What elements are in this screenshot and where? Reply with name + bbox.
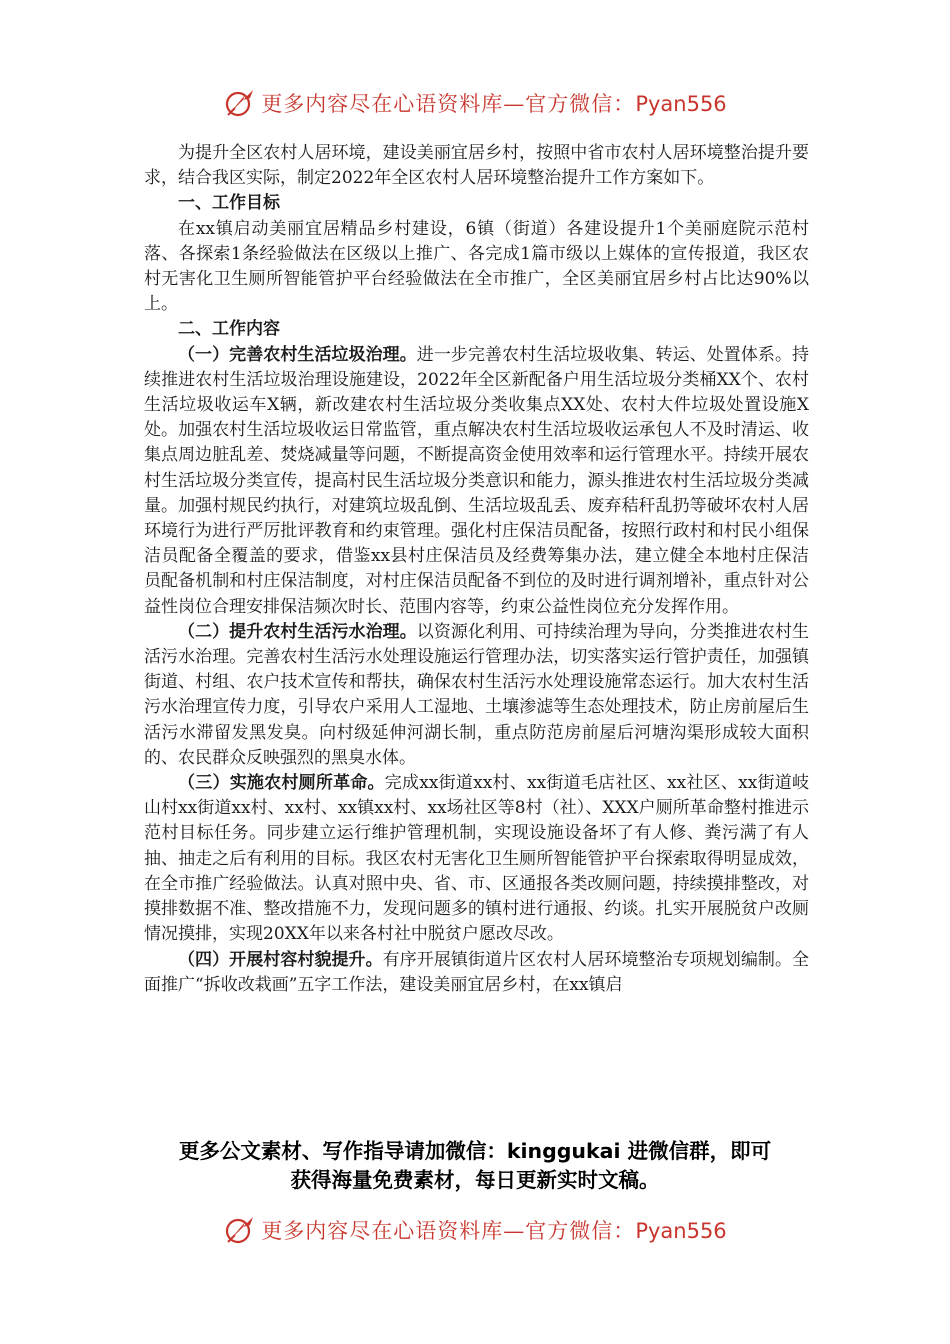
goals-paragraph: 在xx镇启动美丽宜居精品乡村建设，6镇（街道）各建设提升1个美丽庭院示范村落、各探索1条经验做法在区级以上推广、各完成1篇市级以上媒体的宣传报道，我区农村无害化卫生厕所智能管护平台经验做法在全市推广，全区美丽宜居乡村占比达90%以上。 [144,218,809,315]
promo-line-1: 更多公文素材、写作指导请加微信：kinggukai 进微信群，即可 [178,1139,772,1163]
header-banner [0,83,950,123]
work-item-title: （三）实施农村厕所革命。 [178,773,385,794]
promo-line-2: 获得海量免费素材，每日更新实时文稿。 [290,1168,660,1192]
header-banner-text: 更多内容尽在心语资料库—官方微信：Pyan556 [261,92,727,116]
work-item-sewage [144,620,809,771]
quill-pen-logo-icon [223,86,257,120]
promo-callout [120,1137,830,1195]
work-item-title: （一）完善农村生活垃圾治理。 [178,344,417,365]
section-heading-goals: 一、工作目标 [178,193,280,214]
work-item-body: 有序开展镇街道片区农村人居环境整治专项规划编制。全面推广“拆收改栽画”五字工作法，建设美丽宜居乡村，在xx镇启 [144,949,810,995]
intro-paragraph: 为提升全区农村人居环境，建设美丽宜居乡村，按照中省市农村人居环境整治提升要求，结合我区实际，制定2022年全区农村人居环境整治提升工作方案如下。 [144,143,809,189]
footer-banner [0,1210,950,1250]
header-banner-handle: Pyan556 [635,92,727,116]
work-item-village-appearance [144,948,809,998]
work-item-body: 完成xx街道xx村、xx街道毛店社区、xx社区、xx街道岐山村xx街道xx村、xx村、xx镇xx村、xx场社区等8村（社）、XXX户厕所革命整村推进示范村目标任务。同步建立运行维护管理机制，实现设施设备坏了有人修、粪污满了有人抽、抽走之后有利用的目标。我区农村无害化卫生厕所智能管护平台探索取得明显成效，在全市推广经验做法。认真对照中央、省、市、区通报各类改厕问题，持续摸排整改，对摸排数据不准、整改措施不力，发现问题多的镇村进行通报、约谈。扎实开展脱贫户改厕情况摸排，实现20XX年以来各村社中脱贫户愿改尽改。 [144,773,810,945]
work-item-garbage [144,343,809,620]
footer-banner-handle: Pyan556 [635,1219,727,1243]
quill-pen-logo-icon [223,1213,257,1247]
document-body [144,141,809,998]
work-item-title: （二）提升农村生活污水治理。 [178,621,417,642]
work-item-toilet [144,771,809,947]
work-item-title: （四）开展村容村貌提升。 [178,949,383,970]
work-item-body: 以资源化利用、可持续治理为导向，分类推进农村生活污水治理。完善农村生活污水处理设施运行管理办法，切实落实运行管护责任，加强镇街道、村组、农户技术宣传和帮扶，确保农村生活污水处理设施常态运行。加大农村生活污水治理宣传力度，引导农户采用人工湿地、土壤渗滤等生态处理技术，防止房前屋后生活污水滞留发黑发臭。向村级延伸河湖长制，重点防范房前屋后河塘沟渠形成较大面积的、农民群众反映强烈的黑臭水体。 [144,621,810,768]
work-item-body: 进一步完善农村生活垃圾收集、转运、处置体系。持续推进农村生活垃圾治理设施建设，2022年全区新配备户用生活垃圾分类桶XX个、农村生活垃圾收运车X辆，新改建农村生活垃圾分类收集点XX处、农村大件垃圾处置设施X处。加强农村生活垃圾收运日常监管，重点解决农村生活垃圾收运承包人不及时清运、收集点周边脏乱差、焚烧减量等问题，不断提高资金使用效率和运行管理水平。持续开展农村生活垃圾分类宣传，提高村民生活垃圾分类意识和能力，源头推进农村生活垃圾分类减量。加强村规民约执行，对建筑垃圾乱倒、生活垃圾乱丢、废弃秸秆乱扔等破坏农村人居环境行为进行严厉批评教育和约束管理。强化村庄保洁员配备，按照行政村和村民小组保洁员配备全覆盖的要求，借鉴xx县村庄保洁员及经费筹集办法，建立健全本地村庄保洁员配备机制和村庄保洁制度，对村庄保洁员配备不到位的及时进行调剂增补，重点针对公益性岗位合理安排保洁频次时长、范围内容等，约束公益性岗位充分发挥作用。 [144,344,810,617]
footer-banner-text: 更多内容尽在心语资料库—官方微信：Pyan556 [261,1219,727,1243]
section-heading-content: 二、工作内容 [178,319,280,340]
